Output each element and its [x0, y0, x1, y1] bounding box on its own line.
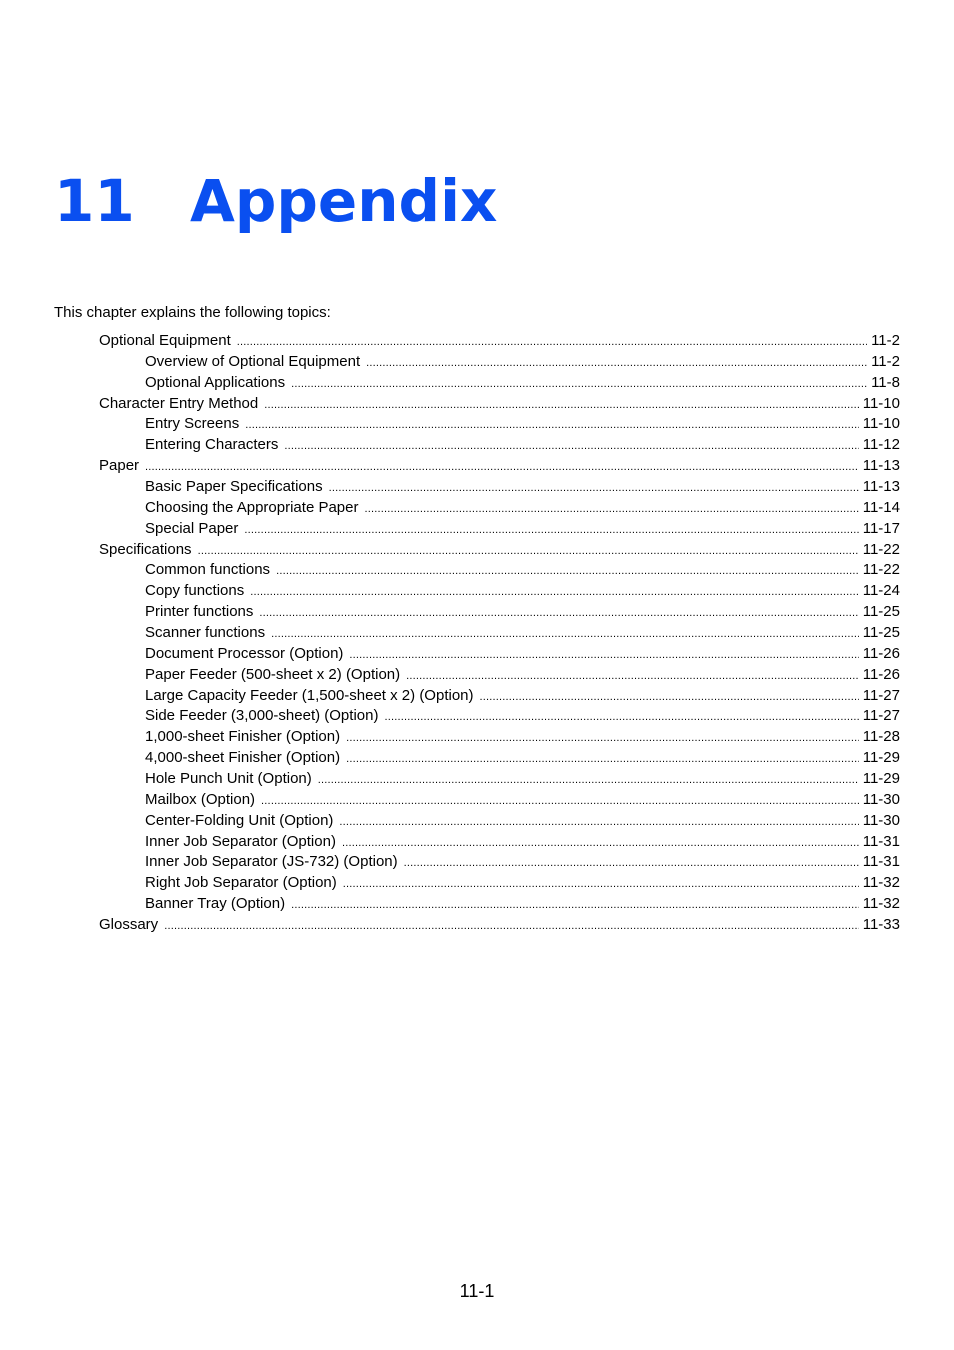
toc-dot-leader — [198, 541, 859, 561]
toc-entry-page: 11-10 — [862, 415, 900, 433]
toc-entry-label: Printer functions — [145, 603, 254, 621]
toc-entry-label: Side Feeder (3,000-sheet) (Option) — [145, 707, 379, 725]
toc-section-entry[interactable] — [99, 540, 900, 561]
toc-entry-label: Hole Punch Unit (Option) — [145, 770, 312, 788]
toc-entry-page: 11-25 — [862, 624, 900, 642]
toc-dot-leader — [349, 645, 858, 665]
toc-subsection-entry[interactable] — [99, 665, 900, 686]
toc-entry-page: 11-33 — [862, 916, 900, 934]
chapter-number: 11 — [54, 167, 135, 235]
toc-entry-label: Paper — [99, 457, 140, 475]
toc-dot-leader — [346, 749, 859, 769]
toc-subsection-entry[interactable] — [99, 581, 900, 602]
toc-subsection-entry[interactable] — [99, 832, 900, 853]
toc-subsection-entry[interactable] — [99, 811, 900, 832]
toc-entry-label: Banner Tray (Option) — [145, 895, 286, 913]
toc-subsection-entry[interactable] — [99, 644, 900, 665]
chapter-title: Appendix — [190, 167, 498, 235]
toc-dot-leader — [318, 770, 859, 790]
toc-entry-page: 11-8 — [871, 373, 900, 391]
toc-subsection-entry[interactable] — [99, 373, 900, 394]
toc-entry-label: Document Processor (Option) — [145, 644, 344, 662]
toc-entry-label: 1,000-sheet Finisher (Option) — [145, 728, 341, 746]
toc-dot-leader — [346, 728, 859, 748]
toc-entry-page: 11-26 — [862, 665, 900, 683]
toc-entry-label: Entry Screens — [145, 415, 240, 433]
toc-entry-page: 11-10 — [862, 394, 900, 412]
toc-entry-label: Special Paper — [145, 519, 239, 537]
toc-entry-label: Right Job Separator (Option) — [145, 874, 337, 892]
toc-entry-label: Overview of Optional Equipment — [145, 352, 361, 370]
toc-subsection-entry[interactable] — [99, 769, 900, 790]
toc-entry-label: Character Entry Method — [99, 394, 259, 412]
toc-entry-page: 11-14 — [862, 498, 900, 516]
toc-entry-label: Glossary — [99, 916, 159, 934]
toc-entry-page: 11-30 — [862, 811, 900, 829]
toc-entry-label: 4,000-sheet Finisher (Option) — [145, 749, 341, 767]
toc-entry-page: 11-29 — [862, 749, 900, 767]
toc-subsection-entry[interactable] — [99, 498, 900, 519]
toc-dot-leader — [244, 520, 858, 540]
toc-subsection-entry[interactable] — [99, 873, 900, 894]
toc-entry-label: Basic Paper Specifications — [145, 478, 323, 496]
toc-entry-label: Optional Equipment — [99, 332, 231, 349]
toc-entry-page: 11-31 — [862, 832, 900, 850]
toc-subsection-entry[interactable] — [99, 748, 900, 769]
page-number: 11-1 — [459, 1281, 495, 1301]
toc-dot-leader — [480, 687, 859, 707]
toc-entry-label: Paper Feeder (500-sheet x 2) (Option) — [145, 665, 401, 683]
toc-dot-leader — [245, 415, 859, 435]
toc-entry-page: 11-32 — [862, 895, 900, 913]
toc-dot-leader — [343, 874, 859, 894]
toc-entry-page: 11-12 — [862, 436, 900, 454]
toc-entry-page: 11-22 — [862, 540, 900, 558]
toc-entry-page: 11-28 — [862, 728, 900, 746]
toc-subsection-entry[interactable] — [99, 727, 900, 748]
toc-entry-page: 11-27 — [862, 707, 900, 725]
toc-dot-leader — [291, 895, 859, 915]
toc-dot-leader — [329, 478, 859, 498]
toc-dot-leader — [264, 395, 858, 415]
toc-subsection-entry[interactable] — [99, 852, 900, 873]
toc-entry-page: 11-25 — [862, 603, 900, 621]
toc-entry-page: 11-29 — [862, 770, 900, 788]
toc-subsection-entry[interactable] — [99, 414, 900, 435]
toc-dot-leader — [259, 603, 858, 623]
toc-dot-leader — [284, 436, 858, 456]
toc-dot-leader — [250, 582, 859, 602]
toc-dot-leader — [342, 833, 859, 853]
toc-subsection-entry[interactable] — [99, 790, 900, 811]
toc-dot-leader — [261, 791, 859, 811]
toc-section-entry[interactable] — [99, 915, 900, 936]
toc-dot-leader — [384, 707, 858, 727]
toc-entry-page: 11-2 — [871, 352, 900, 370]
toc-subsection-entry[interactable] — [99, 623, 900, 644]
toc-entry-page: 11-2 — [871, 332, 900, 349]
toc-subsection-entry[interactable] — [99, 560, 900, 581]
toc-dot-leader — [406, 666, 859, 686]
toc-entry-page: 11-30 — [862, 790, 900, 808]
toc-dot-leader — [276, 561, 859, 581]
toc-section-entry[interactable] — [99, 394, 900, 415]
toc-subsection-entry[interactable] — [99, 706, 900, 727]
toc-subsection-entry[interactable] — [99, 435, 900, 456]
toc-entry-label: Optional Applications — [145, 373, 286, 391]
toc-entry-page: 11-32 — [862, 874, 900, 892]
toc-dot-leader — [364, 499, 858, 519]
toc-entry-label: Mailbox (Option) — [145, 790, 256, 808]
toc-dot-leader — [237, 332, 867, 352]
toc-entry-label: Common functions — [145, 561, 271, 579]
toc-entry-page: 11-13 — [862, 478, 900, 496]
toc-subsection-entry[interactable] — [99, 477, 900, 498]
chapter-intro: This chapter explains the following topics: — [54, 304, 331, 321]
toc-entry-label: Large Capacity Feeder (1,500-sheet x 2) (Option) — [145, 686, 474, 704]
toc-entry-page: 11-24 — [862, 582, 900, 600]
toc-dot-leader — [164, 916, 859, 936]
toc-entry-page: 11-27 — [862, 686, 900, 704]
toc-subsection-entry[interactable] — [99, 894, 900, 915]
toc-entry-label: Scanner functions — [145, 624, 266, 642]
toc-dot-leader — [339, 812, 858, 832]
toc-dot-leader — [366, 353, 867, 373]
toc-section-entry[interactable] — [99, 331, 900, 352]
toc-entry-page: 11-13 — [862, 457, 900, 475]
toc-section-entry[interactable] — [99, 456, 900, 477]
toc-dot-leader — [271, 624, 859, 644]
toc-entry-label: Copy functions — [145, 582, 245, 600]
toc-dot-leader — [404, 853, 859, 873]
toc-dot-leader — [291, 374, 867, 394]
toc-entry-label: Inner Job Separator (JS-732) (Option) — [145, 853, 398, 871]
toc-entry-page: 11-17 — [862, 519, 900, 537]
toc-entry-label: Center-Folding Unit (Option) — [145, 811, 334, 829]
toc-entry-page: 11-26 — [862, 644, 900, 662]
table-of-contents — [99, 331, 900, 936]
toc-entry-label: Entering Characters — [145, 436, 279, 454]
chapter-heading — [54, 166, 497, 236]
toc-entry-label: Specifications — [99, 540, 192, 558]
toc-subsection-entry[interactable] — [99, 352, 900, 373]
toc-subsection-entry[interactable] — [99, 686, 900, 707]
toc-subsection-entry[interactable] — [99, 602, 900, 623]
toc-entry-label: Inner Job Separator (Option) — [145, 832, 336, 850]
toc-subsection-entry[interactable] — [99, 519, 900, 540]
toc-entry-page: 11-22 — [862, 561, 900, 579]
toc-dot-leader — [145, 457, 859, 477]
toc-entry-label: Choosing the Appropriate Paper — [145, 498, 359, 516]
toc-entry-page: 11-31 — [862, 853, 900, 871]
